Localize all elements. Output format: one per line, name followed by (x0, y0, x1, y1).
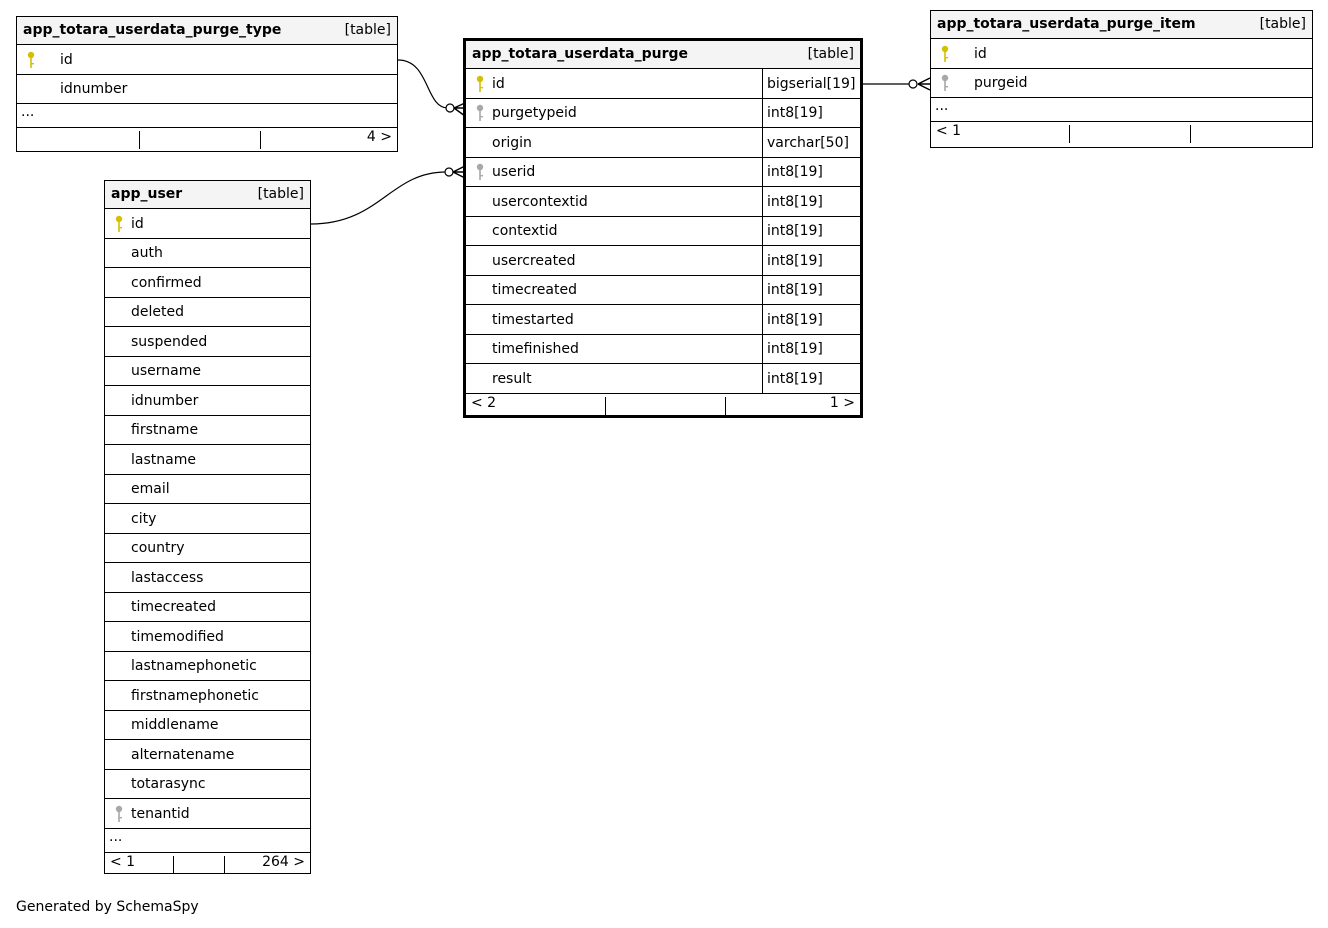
column-row-city[interactable] (105, 504, 310, 534)
children-count-link[interactable]: 4 > (366, 129, 392, 145)
foreign-key-icon (114, 805, 124, 823)
column-name: alternatename (131, 746, 235, 763)
column-row-idnumber[interactable] (105, 386, 310, 416)
parents-count-link[interactable]: < 1 (110, 854, 136, 870)
column-row-email[interactable] (105, 475, 310, 504)
column-row-confirmed[interactable] (105, 268, 310, 298)
column-row-timestarted[interactable] (466, 305, 860, 335)
column-name: username (131, 363, 201, 379)
column-type: int8[19] (762, 217, 860, 245)
table-header (931, 11, 1312, 39)
column-row-usercreated[interactable] (466, 246, 860, 276)
children-count-link[interactable]: 264 > (262, 854, 305, 870)
table-header (105, 181, 310, 209)
table-purge-item[interactable] (930, 10, 1313, 148)
column-row-country[interactable] (105, 534, 310, 563)
more-columns-ellipsis: ... (105, 829, 310, 853)
table-purge[interactable] (463, 38, 863, 418)
column-type: varchar[50] (762, 128, 860, 157)
column-name: deleted (131, 304, 184, 320)
column-name: confirmed (131, 274, 202, 291)
column-name: result (492, 370, 532, 387)
column-name: id (60, 51, 73, 68)
column-name: middlename (131, 717, 219, 733)
primary-key-icon (940, 45, 950, 63)
table-footer (17, 128, 397, 152)
column-row-timefinished[interactable] (466, 335, 860, 364)
table-kind: [table] (807, 46, 854, 62)
column-row-usercontextid[interactable] (466, 187, 860, 217)
more-columns-ellipsis: ... (17, 104, 397, 128)
generated-by-note: Generated by SchemaSpy (16, 899, 199, 915)
table-app-user[interactable] (104, 180, 311, 874)
column-type: int8[19] (762, 364, 860, 393)
column-type: int8[19] (762, 99, 860, 127)
table-header (17, 17, 397, 45)
column-name: purgeid (974, 75, 1028, 91)
edge-user-optional-marker (445, 168, 453, 176)
column-row-id[interactable] (466, 69, 860, 99)
column-name: tenantid (131, 805, 190, 822)
primary-key-icon (114, 215, 124, 233)
column-row-lastnamephonetic[interactable] (105, 652, 310, 681)
column-row-id[interactable] (17, 45, 397, 75)
column-row-id[interactable] (931, 39, 1312, 69)
column-row-username[interactable] (105, 357, 310, 386)
edge-user-to-purge (311, 172, 446, 224)
column-row-userid[interactable] (466, 158, 860, 187)
column-row-deleted[interactable] (105, 298, 310, 327)
column-row-purgeid[interactable] (931, 69, 1312, 98)
column-name: timecreated (131, 599, 216, 615)
column-name: timemodified (131, 628, 224, 645)
primary-key-icon (475, 75, 485, 93)
column-row-result[interactable] (466, 364, 860, 394)
column-type: int8[19] (762, 158, 860, 186)
column-row-firstnamephonetic[interactable] (105, 681, 310, 711)
table-kind: [table] (257, 186, 304, 202)
column-type: int8[19] (762, 246, 860, 275)
column-name: purgetypeid (492, 105, 577, 121)
column-name: id (974, 45, 987, 62)
column-name: firstname (131, 422, 199, 438)
table-name: app_totara_userdata_purge_item (937, 16, 1196, 32)
table-footer (466, 394, 860, 418)
column-row-middlename[interactable] (105, 711, 310, 740)
column-name: totarasync (131, 776, 206, 792)
column-type: int8[19] (762, 276, 860, 304)
table-footer (105, 853, 310, 877)
column-row-lastaccess[interactable] (105, 563, 310, 593)
column-name: idnumber (60, 81, 128, 97)
column-row-alternatename[interactable] (105, 740, 310, 770)
column-name: idnumber (131, 392, 199, 409)
foreign-key-icon (475, 163, 485, 181)
column-row-lastname[interactable] (105, 445, 310, 475)
column-row-idnumber[interactable] (17, 75, 397, 104)
column-name: usercontextid (492, 193, 588, 210)
column-name: city (131, 510, 157, 527)
table-header (466, 41, 860, 69)
column-name: firstnamephonetic (131, 687, 259, 704)
column-name: id (131, 215, 144, 232)
column-name: auth (131, 245, 163, 261)
table-kind: [table] (1259, 16, 1306, 32)
column-name: timestarted (492, 311, 574, 328)
foreign-key-icon (940, 74, 950, 92)
edge-item-optional-marker (909, 80, 917, 88)
foreign-key-icon (475, 104, 485, 122)
column-name: timecreated (492, 282, 577, 298)
column-type: bigserial[19] (762, 69, 860, 98)
column-row-tenantid[interactable] (105, 799, 310, 829)
children-count-link[interactable]: 1 > (829, 395, 855, 411)
parents-count-link[interactable]: < 2 (471, 395, 497, 411)
column-row-suspended[interactable] (105, 327, 310, 357)
column-name: email (131, 481, 170, 497)
column-name: suspended (131, 333, 208, 350)
column-name: id (492, 75, 505, 92)
column-row-timemodified[interactable] (105, 622, 310, 652)
edge-item-crowfoot (918, 78, 930, 90)
edge-purgetype-to-purge (398, 60, 448, 108)
column-name: country (131, 540, 185, 556)
column-name: lastaccess (131, 569, 204, 586)
column-row-auth[interactable] (105, 239, 310, 268)
column-row-purgetypeid[interactable] (466, 99, 860, 128)
parents-count-link[interactable]: < 1 (936, 123, 962, 139)
table-name: app_user (111, 186, 183, 202)
column-row-id[interactable] (105, 209, 310, 239)
more-columns-ellipsis: ... (931, 98, 1312, 122)
column-name: timefinished (492, 341, 579, 357)
column-type: int8[19] (762, 335, 860, 363)
edge-purgetype-optional-marker (446, 104, 454, 112)
column-row-firstname[interactable] (105, 416, 310, 445)
primary-key-icon (26, 51, 36, 69)
column-name: lastname (131, 451, 196, 468)
table-name: app_totara_userdata_purge_type (23, 22, 282, 38)
column-row-timecreated[interactable] (105, 593, 310, 622)
column-row-origin[interactable] (466, 128, 860, 158)
column-row-contextid[interactable] (466, 217, 860, 246)
column-name: origin (492, 134, 532, 151)
table-kind: [table] (344, 22, 391, 38)
column-name: contextid (492, 223, 558, 239)
column-name: lastnamephonetic (131, 658, 257, 674)
column-row-timecreated[interactable] (466, 276, 860, 305)
column-name: userid (492, 164, 536, 180)
column-type: int8[19] (762, 187, 860, 216)
table-name: app_totara_userdata_purge (472, 46, 689, 62)
column-row-totarasync[interactable] (105, 770, 310, 799)
table-purge-type[interactable] (16, 16, 398, 152)
table-footer (931, 122, 1312, 146)
column-name: usercreated (492, 252, 576, 269)
column-type: int8[19] (762, 305, 860, 334)
